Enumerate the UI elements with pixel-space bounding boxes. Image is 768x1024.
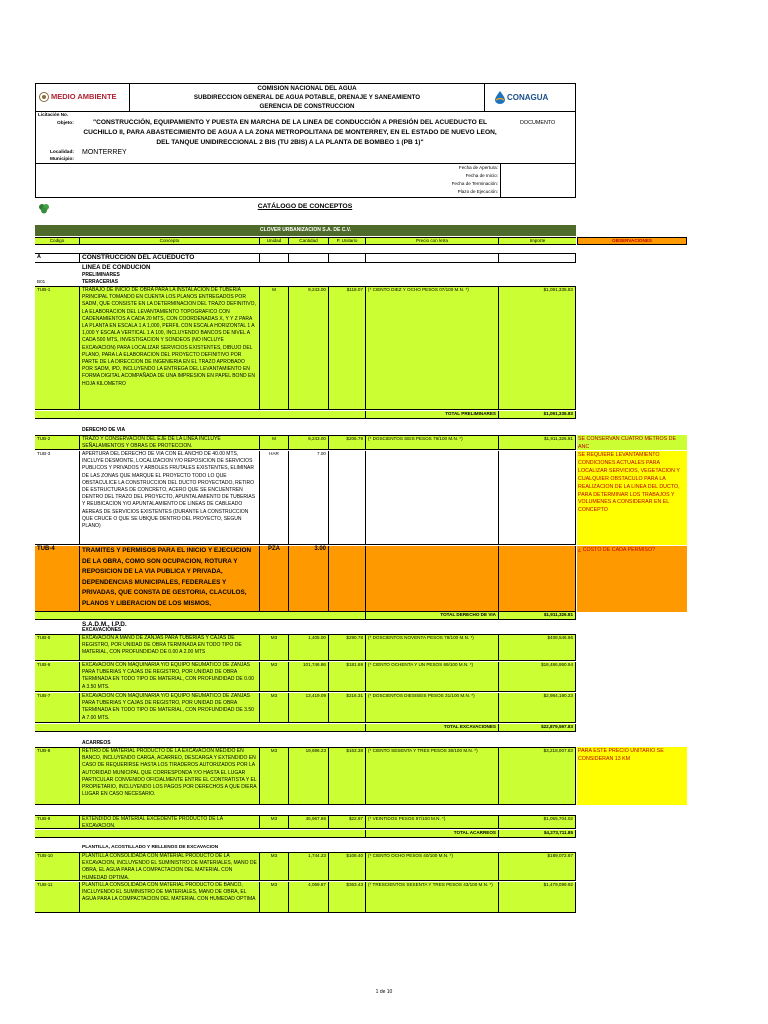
item-pu: $22.97 bbox=[328, 816, 365, 828]
col-concepto: Concepto bbox=[79, 238, 259, 244]
item-desc: TRABAJO DE INICIO DE OBRA PARA LA INSTALACION DE TUBERIA PRINCIPAL TOMANDO EN CUENTA LOS PLANOS ENTREGADOS POR SADM, QUE CONSISTE EN LA DETERMINACION DEL TRAZO DEFINITIVO, LA ELABORACION DEL LEVANTAMIENTO TOPOGRAFICO CON CADENAMIENTOS A CADA 20 MTS, CON COORDENADAS X, Y Y Z PARA LA PLANTA EN ESCALA 1 A 1,000, PERFIL CON ESCALA HORIZONTAL 1 A 1,000 Y ESCALA VERTICAL 1 A 100, INCLUYENDO BANCOS DE NIVEL A CADA 500 MTS, INVESTIGACION Y SONDEOS (NO INCLUYE EXCAVACION) PARA LOCALIZAR SERVICIOS EXISTENTES, DIBUJO DEL PLANO, PARA LA ELABORACION DEL PROYECTO DEFINITIVO POR PARTE DE LA DIRECCION DE INGENIERIA EN EL TRAZO APROBADO POR SADM, IPD, INCLUYENDO LA ENTREGA DEL LEVANTAMIENTO EN FORMA DIGITAL ACOMPAÑADA DE UNA IMPRESION EN PAPEL BOND EN HOJA KILOMETRO bbox=[79, 287, 259, 409]
item-unit: M bbox=[259, 436, 288, 449]
item-letra: (* DOSCIENTOS NOVENTA PESOS 78/100 M.N. *) bbox=[365, 635, 498, 660]
item-pu: $118.07 bbox=[328, 287, 365, 409]
fecha-apertura-label: Fecha de Apertura: bbox=[458, 165, 498, 170]
item-desc: EXCAVACION A MANO DE ZANJAS PARA TUBERIAS Y CAJAS DE REGISTRO, POR UNIDAD DE OBRA TERMINADA EN TODO TIPO DE MATERIAL, CON PROFUNDIDAD DE 0.00 A 2.00 MTS bbox=[79, 635, 259, 660]
empty-cell bbox=[259, 254, 288, 262]
section-title: CONSTRUCCION DEL ACUEDUCTO bbox=[79, 254, 259, 262]
table-row bbox=[35, 634, 576, 661]
divider bbox=[35, 163, 576, 164]
item-unit: PZA bbox=[259, 546, 288, 611]
fecha-inicio-label: Fecha de Inicio: bbox=[465, 173, 498, 178]
table-row bbox=[35, 435, 576, 450]
total-row bbox=[35, 612, 576, 620]
empty-cell bbox=[328, 546, 365, 611]
objeto-text: "CONSTRUCCIÓN, EQUIPAMIENTO Y PUESTA EN MARCHA DE LA LINEA DE CONDUCCIÓN A PRESIÓN DEL ACUEDUCTO EL CUCHILLO II, PARA ABASTECIMIENTO DE AGUA A LA ZONA METROPOLITANA DE MONTERREY, EN EL ESTADO DE NUEVO LEON, DEL TANQUE UNIDIRECCIONAL 2 BIS (TU 2BIS) A LA PLANTA DE BOMBEO 1 (PB 1)" bbox=[83, 119, 497, 146]
table-row bbox=[35, 286, 576, 410]
item-letra: (* DOSCIENTOS SEIS PESOS 79/100 M.N. *) bbox=[365, 436, 498, 449]
brand-medio-ambiente: MEDIO AMBIENTE bbox=[51, 92, 117, 101]
item-desc: EXTENDIDO DE MATERIAL EXCEDENTE PRODUCTO DE LA EXCAVACION. bbox=[79, 816, 259, 828]
title-subdireccion: SUBDIRECCION GENERAL DE AGUA POTABLE, DRENAJE Y SANEAMIENTO bbox=[193, 94, 421, 101]
table-row bbox=[35, 747, 576, 805]
item-unit: M3 bbox=[259, 748, 288, 804]
conagua-drop-icon bbox=[493, 90, 507, 104]
item-importe: $1,055,704.02 bbox=[498, 816, 576, 828]
item-qty: 13,419.09 bbox=[288, 693, 328, 722]
item-desc: RETIRO DE MATERIAL PRODUCTO DE LA EXCAVACION MEDIDO EN BANCO, INCLUYENDO CARGA, ACARREO, DESCARGA Y EXTENDIDO EN CASO DE REQUERIRSE HASTA LOS TIRADEROS AUTORIZADOS POR LA AUTORIDAD MUNICIPAL QUE CORRESPONDA Y/O HASTA EL LUGAR PARTICULAR CONVENIDO OFICIALMENTE ENTRE EL CONTRATISTA Y EL PROPIETARIO, INCLUYENDO LOS PAGOS POR DERECHOS A QUE DIERA LUGAR EN CASO NECESARIO. bbox=[79, 748, 259, 804]
total-value: $22,879,597.83 bbox=[498, 724, 576, 731]
clover-logo-icon bbox=[37, 202, 51, 216]
table-row bbox=[35, 852, 576, 881]
item-importe: $408,546.66 bbox=[498, 635, 576, 660]
total-label: TOTAL PRELIMINARES bbox=[365, 411, 498, 418]
item-desc: APERTURA DEL DERECHO DE VIA CON EL ANCHO DE 40.00 MTS, INCLUYE DESMONTE, LOCALIZACION Y/O REPOSICION DE SERVICIOS PUBLICOS Y PRIVADOS Y ARBOLES FRUTALES EXISTENTES, ELIMINAR DE LAS ZONAS QUE MARQUE EL PROYECTO TODO LO QUE OBSTACULICE LA CONSTRUCCION DEL DUCTO PROYECTADO, RETIRO DE ESTRUCTURAS DE CONCRETO, ACERO QUE SE ENCUENTREN DENTRO DEL TRAZO DEL PROYECTO, APUNTALAMIENTO DE TUBERIAS Y REUBICACION Y/O APUNTALAMIENTO DE LINEAS DE CABLEADO AEREAS DE SERVICIOS EXISTENTES (DURANTE LA CONSTRUCCION QUE CRUCE O QUE SE UBIQUE DENTRO DEL PROYECTO, SEGUN PLANO) bbox=[79, 451, 259, 544]
item-unit: HAR bbox=[259, 451, 288, 544]
municipio-label: Municipio: bbox=[50, 157, 74, 162]
fecha-terminacion-label: Fecha de Terminación: bbox=[451, 181, 498, 186]
item-letra: (* CIENTO OCHENTA Y UN PESOS 69/100 M.N. *) bbox=[365, 662, 498, 691]
item-code: TUB-11 bbox=[37, 882, 53, 887]
empty-cell bbox=[365, 451, 498, 544]
item-code: TUB-6 bbox=[37, 662, 51, 667]
item-importe: $18,486,860.94 bbox=[498, 662, 576, 691]
item-qty: 9,243.00 bbox=[288, 287, 328, 409]
item-qty: 45,967.86 bbox=[288, 816, 328, 828]
item-pu: $363.43 bbox=[328, 882, 365, 912]
subsection-acarreos: ACARREOS bbox=[82, 740, 111, 746]
col-codigo: Codigo bbox=[49, 238, 65, 243]
subsection-linea: LINEA DE CONDUCION bbox=[82, 264, 151, 271]
item-unit: M3 bbox=[259, 635, 288, 660]
item-pu: $206.79 bbox=[328, 436, 365, 449]
item-desc: TRAMITES Y PERMISOS PARA EL INICIO Y EJECUCION DE LA OBRA, COMO SON OCUPACION, ROTURA Y REPOSICION DE LA VIA PUBLICA Y PRIVADA, DEPENDENCIAS MUNICIPALES, FEDERALES Y PRIVADAS, QUE CONSTA DE GESTORIA, CLACULOS, PLANOS Y LIBERACION DE LOS MISMOS, S.A.D.M., I.P.D. bbox=[79, 546, 259, 611]
objeto-label: Objeto: bbox=[57, 121, 74, 126]
item-code: TUB-7 bbox=[37, 693, 51, 698]
item-letra: (* TRESCIENTOS SESENTA Y TRES PESOS 43/100 M.N. *) bbox=[365, 882, 498, 912]
total-row bbox=[35, 830, 576, 838]
total-value: $4,273,711.85 bbox=[498, 830, 576, 837]
empty-cell bbox=[498, 254, 576, 262]
item-qty: 7.00 bbox=[288, 451, 328, 544]
item-pu: $108.40 bbox=[328, 853, 365, 880]
item-pu: $216.31 bbox=[328, 693, 365, 722]
item-letra: (* CIENTO OCHO PESOS 40/100 M.N. *) bbox=[365, 853, 498, 880]
item-letra: (* CIENTO DIEZ Y OCHO PESOS 07/100 M.N. *) bbox=[365, 287, 498, 409]
item-importe: $189,072.87 bbox=[498, 853, 576, 880]
col-cantidad: Cantidad bbox=[288, 238, 328, 244]
table-row bbox=[35, 815, 576, 829]
item-qty: 4,069.87 bbox=[288, 882, 328, 912]
item-desc: PLANTILLA CONSOLIDADA CON MATERIAL PRODUCTO DE LA EXCAVACION, INCLUYENDO EL SUMINISTRO DE MATERIALES, MANO DE OBRA, EL AGUA PARA LA COMPACTACION DEL MATERIAL CON HUMEDAD OPTIMA. bbox=[79, 853, 259, 880]
item-qty: 1,744.23 bbox=[288, 853, 328, 880]
item-qty: 19,696.23 bbox=[288, 748, 328, 804]
item-pu: $290.78 bbox=[328, 635, 365, 660]
total-value: $1,911,326.81 bbox=[498, 612, 576, 619]
plazo-label: Plazo de Ejecución: bbox=[457, 189, 498, 194]
column-header-row bbox=[35, 237, 576, 245]
col-unidad: Unidad bbox=[259, 238, 288, 244]
company-bar: CLOVER URBANIZACION S.A. DE C.V. bbox=[35, 225, 576, 236]
section-row bbox=[35, 253, 576, 263]
total-label: TOTAL ACARREOS bbox=[365, 830, 498, 837]
subsection-plantilla: PLANTILLA, ACOSTILLADO Y RELLENOS DE EXCAVACION bbox=[82, 845, 219, 850]
item-desc: EXCAVACION CON MAQUINARIA Y/O EQUIPO NEUMATICO DE ZANJAS PARA TUBERIAS Y CAJAS DE REGISTRO, POR UNIDAD DE OBRA TERMINADA EN TODO TIPO DE MATERIAL, CON PROFUNDIDAD DE 0.00 A 3.50 MTS. bbox=[79, 662, 259, 691]
table-row bbox=[35, 882, 576, 913]
item-desc: TRAZO Y CONSERVACION DEL EJE DE LA LINEA INCLUYE SEÑALAMIENTOS Y OBRAS DE PROTECCION. bbox=[79, 436, 259, 449]
item-code: TUB-5 bbox=[37, 635, 51, 640]
brand-conagua: CONAGUA bbox=[507, 93, 549, 102]
item-unit: M3 bbox=[259, 662, 288, 691]
col-letra: Precio con letra bbox=[365, 238, 498, 244]
item-code: TUB-9 bbox=[37, 816, 51, 821]
item-importe: $1,479,099.92 bbox=[498, 882, 576, 912]
item-importe: $2,984,190.23 bbox=[498, 693, 576, 722]
table-row bbox=[35, 662, 576, 692]
section-code: A bbox=[37, 254, 41, 260]
subsection-excavaciones: EXCAVACIONES bbox=[82, 627, 122, 633]
item-code: TUB-10 bbox=[37, 853, 53, 858]
item-letra: (* DOSCIENTOS DIESISEIS PESOS 31/100 M.N. *) bbox=[365, 693, 498, 722]
observacion-cell: SE REQUIERE LEVANTAMIENTO CONDICIONES ACTUALES PARA LOCALIZAR SERVICIOS, VEGETACION Y CUALQUIER OBSTACULO PARA LA REALIZACION DE LA LINEA DEL DUCTO, PARA DETERMINAR LOS TRABAJOS Y VOLUMENES A CONSIDERAR EN EL CONCEPTO bbox=[577, 451, 687, 545]
logo-cell-left bbox=[35, 83, 130, 111]
catalogo-title: CATÁLOGO DE CONCEPTOS bbox=[257, 203, 353, 210]
table-row bbox=[35, 451, 576, 545]
item-unit: M3 bbox=[259, 853, 288, 880]
item-code: TUB-4 bbox=[37, 546, 55, 552]
divider bbox=[35, 111, 576, 112]
item-qty: 9,243.00 bbox=[288, 436, 328, 449]
item-code: TUB-1 bbox=[37, 287, 51, 292]
subsection-preliminares: PRELIMINARES bbox=[82, 272, 120, 278]
item-qty: 3.00 bbox=[288, 546, 328, 611]
item-importe: $1,911,326.81 bbox=[498, 436, 576, 449]
empty-cell bbox=[288, 254, 328, 262]
col-punitario: P. Unitario bbox=[328, 238, 365, 244]
item-unit: M3 bbox=[259, 693, 288, 722]
item-letra: (* CIENTO SESENTA Y TRES PESOS 38/100 M.N. *) bbox=[365, 748, 498, 804]
item-unit: M3 bbox=[259, 882, 288, 912]
total-row bbox=[35, 724, 576, 732]
localidad-label: Localidad: bbox=[50, 150, 74, 155]
item-code: TUB-8 bbox=[37, 748, 51, 753]
mexico-seal-icon bbox=[39, 90, 49, 102]
empty-cell bbox=[328, 254, 365, 262]
observacion-cell: SE CONSERVAN CUATRO METROS DE ANC bbox=[577, 435, 687, 450]
item-importe: $1,091,335.83 bbox=[498, 287, 576, 409]
item-unit: M3 bbox=[259, 816, 288, 828]
empty-cell bbox=[498, 546, 576, 611]
observacion-cell: ¿ COSTO DE CADA PERMISO? bbox=[577, 546, 687, 612]
col-importe: Importe bbox=[498, 238, 576, 244]
documento-label: DOCUMENTO bbox=[520, 120, 556, 126]
item-code: TUB-2 bbox=[37, 436, 51, 441]
item-pu: $163.38 bbox=[328, 748, 365, 804]
subsection-terracerias: TERRACERIAS bbox=[82, 279, 119, 285]
empty-cell bbox=[328, 451, 365, 544]
total-value: $1,091,335.83 bbox=[498, 411, 576, 418]
title-gerencia: GERENCIA DE CONSTRUCCION bbox=[259, 103, 355, 110]
col-observaciones: OBSERVACIONES bbox=[577, 237, 687, 245]
total-row bbox=[35, 411, 576, 419]
item-letra: (* VEINTIDOS PESOS 97/100 M.N. *) bbox=[365, 816, 498, 828]
item-unit: M bbox=[259, 287, 288, 409]
empty-cell bbox=[498, 451, 576, 544]
item-pu: $181.69 bbox=[328, 662, 365, 691]
empty-cell bbox=[365, 546, 498, 611]
licitacion-label: Licitación No. bbox=[38, 112, 69, 117]
empty-cell bbox=[365, 254, 498, 262]
logo-cell-right bbox=[484, 83, 576, 111]
subsection-derecho: DERECHO DE VIA bbox=[82, 427, 126, 433]
item-qty: 101,746.86 bbox=[288, 662, 328, 691]
total-label: TOTAL EXCAVACIONES bbox=[365, 724, 498, 731]
total-label: TOTAL DERECHO DE VIA bbox=[365, 612, 498, 619]
item-code: TUB-3 bbox=[37, 451, 51, 456]
localidad-value: MONTERREY bbox=[82, 149, 127, 156]
item-desc: PLANTILLA CONSOLIDADA CON MATERIAL PRODUCTO DE BANCO, INCLUYENDO EL SUMINISTRO DE MATERIALES, MANO DE OBRA, EL AGUA PARA LA COMPACTACION DEL MATERIAL CON HUMEDAD OPTIMA bbox=[79, 882, 259, 912]
divider bbox=[500, 163, 501, 198]
item-importe: $3,218,007.83 bbox=[498, 748, 576, 804]
item-qty: 1,405.00 bbox=[288, 635, 328, 660]
page-number: 1 de 10 bbox=[375, 989, 393, 995]
table-row bbox=[35, 693, 576, 723]
observacion-cell: PARA ESTE PRECIO UNITARIO SE CONSIDERAN 13 KM bbox=[577, 747, 687, 805]
title-comision: COMISION NACIONAL DEL AGUA bbox=[257, 85, 357, 92]
code-b01: B01 bbox=[37, 279, 46, 284]
item-desc: EXCAVACION CON MAQUINARIA Y/O EQUIPO NEUMATICO DE ZANJAS PARA TUBERIAS Y CAJAS DE REGISTRO, POR UNIDAD DE OBRA TERMINADA EN TODO TIPO DE MATERIAL, CON PROFUNDIDAD DE 3.50 A 7.00 MTS. bbox=[79, 693, 259, 722]
